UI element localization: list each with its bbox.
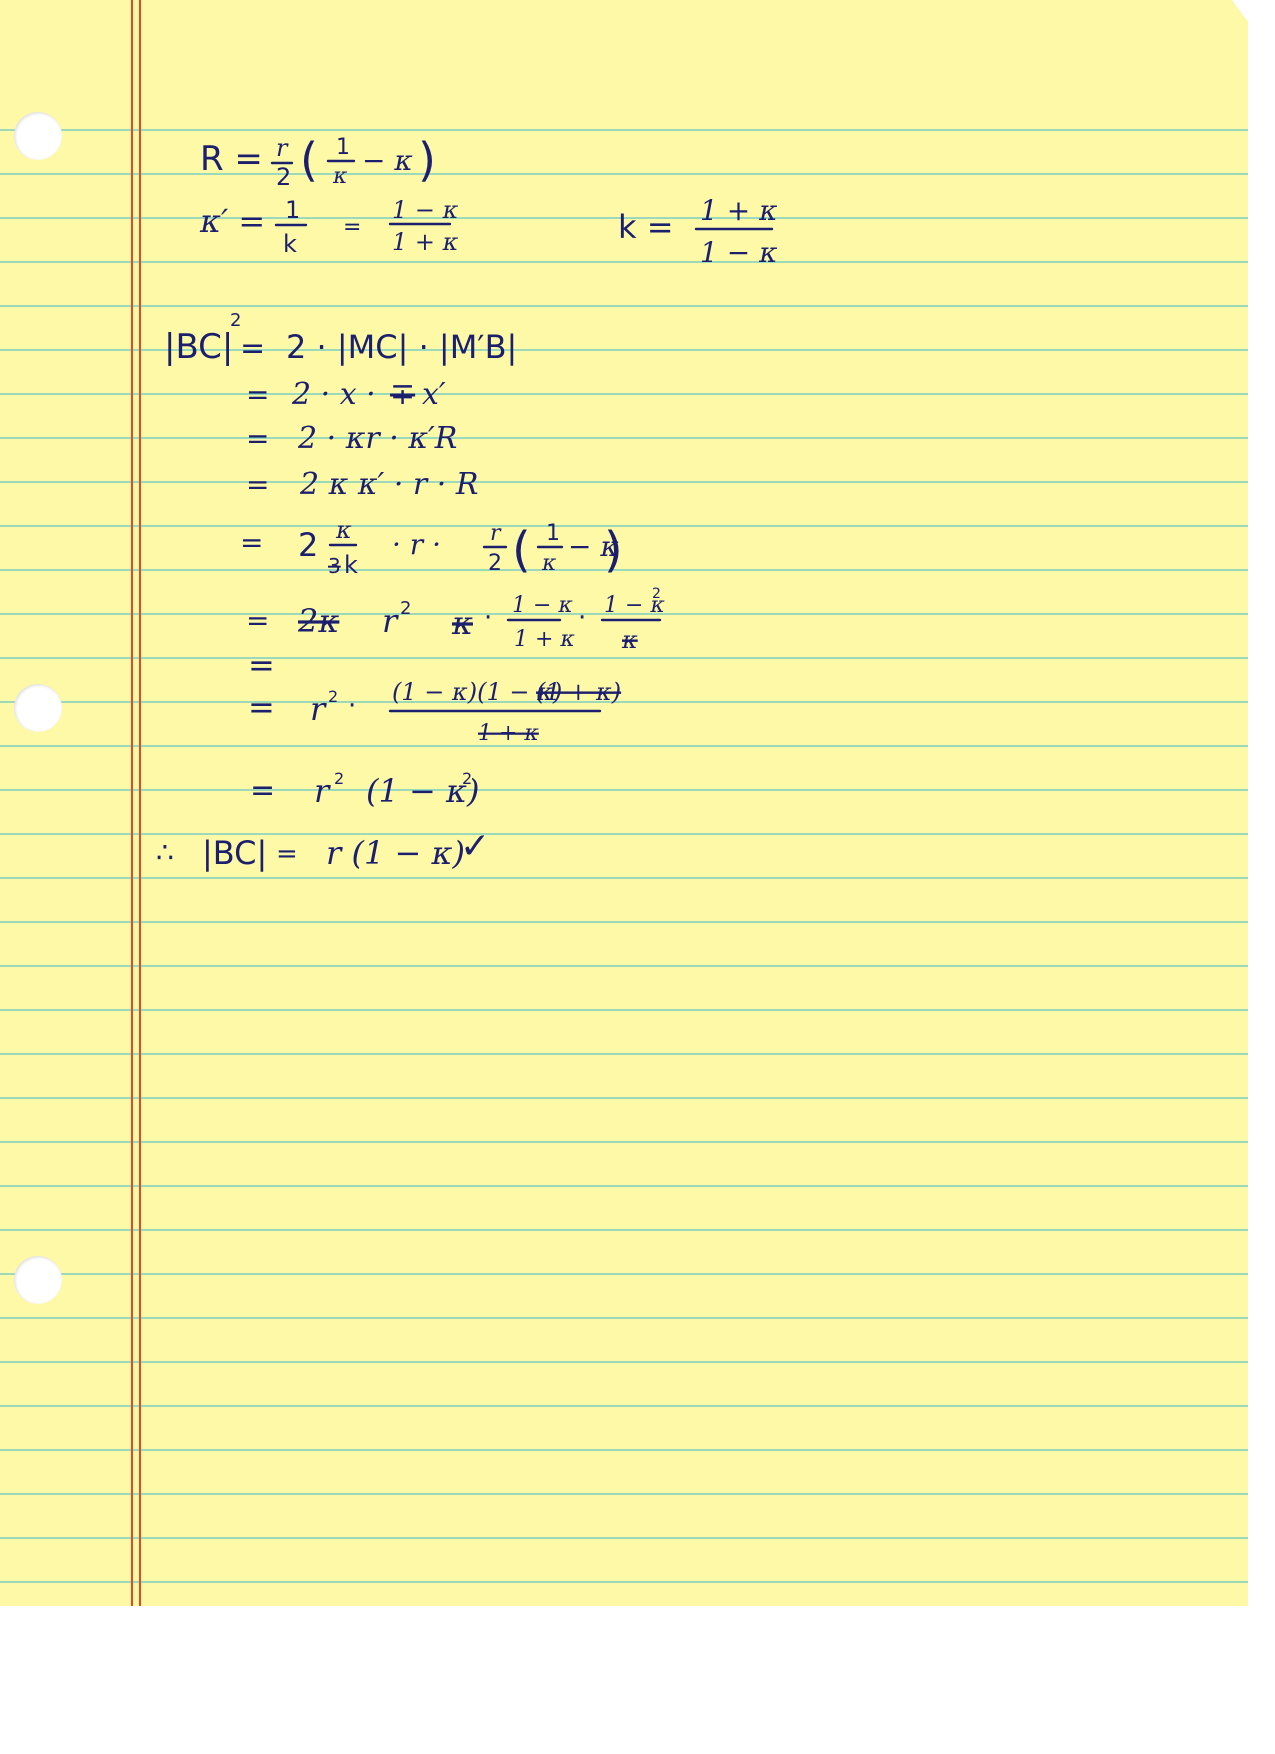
- eq-k-lhs: k =: [618, 208, 674, 246]
- deriv-6-f2-num: 1 − κ: [604, 593, 665, 618]
- deriv-rhs-3: 2 · κr · κ′R: [298, 421, 458, 456]
- derivation-line-1: [164, 310, 517, 367]
- eq-R-lhs: R =: [200, 139, 263, 179]
- deriv-6-f2-den: κ: [622, 626, 638, 654]
- derivation-line-2: [246, 377, 446, 412]
- deriv-5-ptail: − κ: [568, 530, 619, 563]
- eq-R-paren-open: (: [300, 133, 318, 187]
- deriv-5-pnum: 1: [546, 521, 560, 546]
- deriv-8-num-struck: (1 + κ): [536, 678, 622, 706]
- eq-R-paren-num: 1: [336, 135, 350, 160]
- equation-kprime: [199, 196, 459, 258]
- deriv-6-f1-den: 1 + κ: [514, 627, 575, 652]
- deriv-8-dot: ·: [348, 691, 357, 721]
- deriv-eq-1: =: [240, 331, 266, 366]
- deriv-9-tail-exp: 2: [462, 769, 473, 788]
- eq-kprime-lhs: κ′ =: [200, 202, 266, 240]
- deriv-6-mid-exp: 2: [400, 598, 412, 619]
- eq-R-paren-den: κ: [333, 164, 348, 189]
- deriv-6-f1-num: 1 − κ: [512, 593, 573, 618]
- deriv-6-f2-num-exp: 2: [652, 586, 661, 602]
- deriv-5-frac-den: k: [344, 551, 358, 579]
- equation-R: [200, 133, 436, 191]
- deriv-8-num: (1 − κ)(1 − κ): [392, 678, 563, 706]
- deriv-rhs-2: 2 · x ·: [292, 377, 376, 412]
- deriv-5-paren-open: (: [512, 522, 531, 578]
- deriv-lhs-exp: 2: [230, 310, 242, 331]
- deriv-6-struck-lead: 2κ: [298, 602, 340, 640]
- eq-kprime-frac2-num: 1 − κ: [392, 196, 459, 224]
- deriv-5-lead: 2: [298, 526, 319, 564]
- deriv-eq-7: =: [248, 646, 275, 684]
- deriv-eq-2: =: [246, 378, 270, 411]
- deriv-5-frac2-den: 2: [488, 551, 502, 576]
- conclusion-lhs: |BC|: [202, 834, 268, 872]
- deriv-5-paren-close: ): [604, 522, 623, 578]
- eq-kprime-eq: =: [343, 215, 362, 240]
- eq-kprime-frac2-den: 1 + κ: [392, 228, 459, 256]
- eq-kprime-frac1-den: k: [283, 230, 297, 258]
- deriv-5-frac-num: κ: [336, 516, 352, 544]
- eq-kprime-frac1-num: 1: [285, 196, 301, 224]
- deriv-6-mid: r: [382, 602, 398, 640]
- eq-R-frac-den: 2: [276, 163, 292, 191]
- deriv-9-text-exp: 2: [334, 769, 345, 788]
- derivation-line-5: [240, 516, 623, 579]
- deriv-eq-6: =: [246, 604, 270, 637]
- conclusion-rhs: r (1 − κ): [326, 834, 465, 872]
- deriv-9-tail: (1 − κ): [366, 772, 480, 810]
- deriv-lhs: |BC|: [164, 327, 234, 367]
- deriv-eq-9: =: [250, 773, 276, 808]
- derivation-line-7: [248, 646, 275, 684]
- derivation-line-4: [246, 467, 478, 502]
- deriv-eq-8: =: [248, 688, 275, 726]
- deriv-6-dot-2: ·: [578, 603, 587, 633]
- derivation-line-8: [248, 678, 621, 746]
- deriv-rhs-2-tail: x′: [422, 377, 446, 412]
- deriv-rhs-4: 2 κ κ′ · r · R: [300, 467, 479, 502]
- conclusion-eq: =: [276, 839, 298, 869]
- eq-R-paren-close: ): [418, 133, 436, 187]
- eq-R-paren-tail: − κ: [362, 144, 413, 177]
- deriv-6-dot-1: ·: [484, 603, 493, 633]
- derivation-line-3: [246, 421, 457, 456]
- deriv-8-lead-exp: 2: [328, 687, 339, 706]
- deriv-5-mid: · r ·: [392, 528, 441, 561]
- conclusion-line: [156, 826, 490, 872]
- deriv-6-struck-k: κ: [452, 604, 473, 642]
- equation-k: [618, 194, 777, 269]
- deriv-5-frac2-num: r: [490, 521, 501, 546]
- deriv-8-lead: r: [310, 690, 326, 728]
- check-mark-icon: ✓: [460, 826, 491, 867]
- deriv-eq-4: =: [246, 468, 270, 501]
- derivation-line-9: [250, 769, 479, 810]
- eq-R-frac-num: r: [276, 134, 288, 162]
- conclusion-therefore: ∴: [156, 836, 174, 869]
- deriv-5-pden: κ: [542, 551, 557, 576]
- deriv-eq-3: =: [246, 422, 270, 455]
- eq-k-den: 1 − κ: [700, 236, 778, 269]
- derivation-line-6: [246, 586, 665, 654]
- deriv-rhs-1: 2 · |MC| · |M′B|: [286, 328, 518, 366]
- deriv-5-frac-den-struck: 3: [328, 554, 341, 578]
- deriv-eq-5: =: [240, 526, 264, 559]
- deriv-rhs-2-struck: ∓: [390, 377, 416, 412]
- eq-k-num: 1 + κ: [700, 194, 778, 227]
- deriv-9-text: r: [314, 772, 330, 810]
- deriv-8-den: 1 + κ: [478, 721, 539, 746]
